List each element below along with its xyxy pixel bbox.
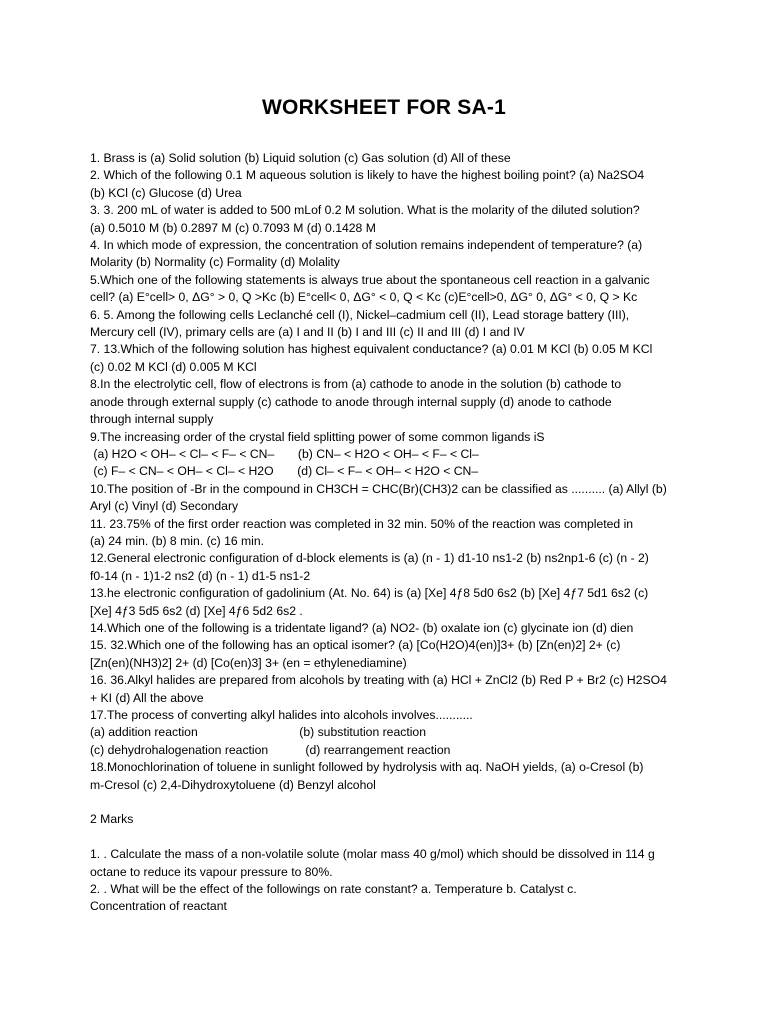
text-line: m-Cresol (c) 2,4-Dihydroxytoluene (d) Benzyl alcohol bbox=[90, 777, 376, 792]
text-line: Molarity (b) Normality (c) Formality (d) Molality bbox=[90, 255, 340, 270]
text-line: 10.The position of -Br in the compound in CH3CH = CHC(Br)(CH3)2 can be classified as .......... (a) Allyl (b) bbox=[90, 481, 667, 496]
blank-line bbox=[90, 829, 690, 846]
text-line: 8.In the electrolytic cell, flow of electrons is from (a) cathode to anode in the solution (b) cathode to bbox=[90, 377, 622, 392]
text-line: 16. 36.Alkyl halides are prepared from alcohols by treating with (a) HCl + ZnCl2 (b) Red P + Br2 (c) H2SO4 bbox=[90, 673, 667, 688]
text-line: 7. 13.Which of the following solution has highest equivalent conductance? (a) 0.01 M KCl (b) 0.05 M KCl bbox=[90, 342, 653, 357]
text-line: 15. 32.Which one of the following has an optical isomer? (a) [Co(H2O)4(en)]3+ (b) [Zn(en)2] 2+ (c) bbox=[90, 638, 621, 653]
text-line: 5.Which one of the following statements is always true about the spontaneous cell reaction in a galvanic bbox=[90, 272, 650, 287]
text-line: 12.General electronic configuration of d-block elements is (a) (n - 1) d1-10 ns1-2 (b) ns2np1-6 (c) (n - 2) bbox=[90, 551, 649, 566]
text-line: + KI (d) All the above bbox=[90, 690, 204, 705]
text-line: 2. Which of the following 0.1 M aqueous solution is likely to have the highest boiling point? (a) Na2SO4 bbox=[90, 168, 645, 183]
text-line: (a) 24 min. (b) 8 min. (c) 16 min. bbox=[90, 533, 265, 548]
text-line: f0-14 (n - 1)1-2 ns2 (d) (n - 1) d1-5 ns1-2 bbox=[90, 568, 311, 583]
text-line: 3. 3. 200 mL of water is added to 500 mLof 0.2 M solution. What is the molarity of the diluted solution? bbox=[90, 203, 640, 218]
text-line: Mercury cell (IV), primary cells are (a) I and II (b) I and III (c) II and III (d) I and IV bbox=[90, 325, 525, 340]
blank-line bbox=[90, 794, 690, 811]
text-line: 9.The increasing order of the crystal field splitting power of some common ligands iS bbox=[90, 429, 545, 444]
text-line: [Zn(en)(NH3)2] 2+ (d) [Co(en)3] 3+ (en = ethylenediamine) bbox=[90, 655, 407, 670]
page-title: WORKSHEET FOR SA-1 bbox=[262, 96, 506, 119]
text-line: 4. In which mode of expression, the concentration of solution remains independent of temperature? (a) bbox=[90, 238, 643, 253]
text-line: 1. Brass is (a) Solid solution (b) Liquid solution (c) Gas solution (d) All of these bbox=[90, 151, 511, 165]
text-line: Concentration of reactant bbox=[90, 899, 227, 914]
text-line: 1. . Calculate the mass of a non-volatile solute (molar mass 40 g/mol) which should be dissolved in 114 g bbox=[90, 847, 655, 862]
text-line: (c) F– < CN– < OH– < Cl– < H2O (d) Cl– < F– < OH– < H2O < CN– bbox=[90, 464, 479, 479]
text-line: (b) KCl (c) Glucose (d) Urea bbox=[90, 185, 242, 200]
text-line: (a) H2O < OH– < Cl– < F– < CN– (b) CN– < H2O < OH– < F– < Cl– bbox=[90, 446, 479, 461]
text-line: 13.he electronic configuration of gadolinium (At. No. 64) is (a) [Xe] 4ƒ8 5d0 6s2 (b) [Xe] 4ƒ7 5d1 6s2 (c) bbox=[90, 586, 649, 601]
text-line: octane to reduce its vapour pressure to 80%. bbox=[90, 864, 333, 879]
text-line: (a) 0.5010 M (b) 0.2897 M (c) 0.7093 M (d) 0.1428 M bbox=[90, 220, 376, 235]
text-line: 2 Marks bbox=[90, 812, 134, 827]
text-line: 2. . What will be the effect of the followings on rate constant? a. Temperature b. Catalyst c. bbox=[90, 882, 577, 897]
text-line: (a) addition reaction (b) substitution reaction bbox=[90, 725, 426, 740]
text-line: Aryl (c) Vinyl (d) Secondary bbox=[90, 499, 239, 514]
worksheet-body bbox=[90, 150, 690, 916]
text-line: through internal supply bbox=[90, 412, 214, 427]
text-line: 17.The process of converting alkyl halides into alcohols involves........... bbox=[90, 708, 473, 722]
text-line: 18.Monochlorination of toluene in sunlight followed by hydrolysis with aq. NaOH yields, (a) o-Cresol (b) bbox=[90, 760, 644, 775]
text-line: [Xe] 4ƒ3 5d5 6s2 (d) [Xe] 4ƒ6 5d2 6s2 . bbox=[90, 603, 303, 618]
text-line: 11. 23.75% of the first order reaction was completed in 32 min. 50% of the reaction was completed in bbox=[90, 516, 634, 531]
text-line: anode through external supply (c) cathode to anode through internal supply (d) anode to cathode bbox=[90, 394, 612, 409]
text-line: (c) dehydrohalogenation reaction (d) rearrangement reaction bbox=[90, 742, 451, 757]
text-line: cell? (a) E°cell> 0, ΔG° > 0, Q >Kc (b) E°cell< 0, ΔG° < 0, Q < Kc (c)E°cell>0, ΔG° 0, ΔG° < 0, Q > Kc bbox=[90, 290, 638, 305]
text-line: 14.Which one of the following is a tridentate ligand? (a) NO2- (b) oxalate ion (c) glycinate ion (d) dien bbox=[90, 620, 634, 635]
text-line: 6. 5. Among the following cells Leclanché cell (I), Nickel–cadmium cell (II), Lead storage battery (III), bbox=[90, 307, 630, 322]
text-line: (c) 0.02 M KCl (d) 0.005 M KCl bbox=[90, 359, 257, 374]
